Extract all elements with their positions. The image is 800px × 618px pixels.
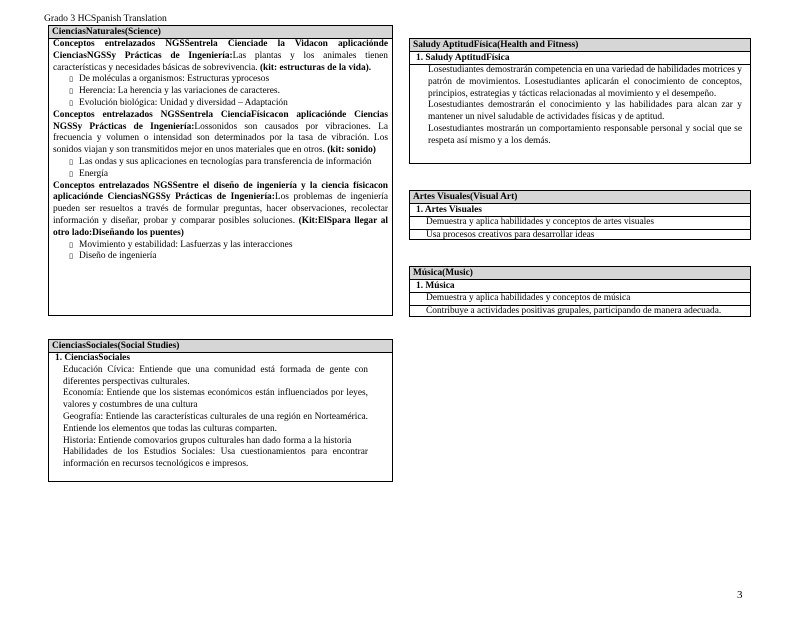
bullet-icon: ▯ [69, 157, 73, 166]
health-section [409, 38, 751, 164]
page-number: 3 [737, 589, 743, 601]
science-bullet-item [53, 251, 388, 263]
science-concept-text: Las plantas y los animales tienen características y necesidades básicas de sobrevivencia. [53, 50, 388, 73]
science-concept-heading: Conceptos entrelazados NGSSentrela CienciaFísicacon aplicaciónde Ciencias NGSSy Prácticas de Ingeniería: [53, 109, 388, 132]
science-bullet-text: Evolución biológica: Unidad y diversidad – Adaptación [79, 97, 288, 108]
social-studies-standard: Habilidades de los Estudios Sociales: Usa cuestionamientos para encontrar información en recursos tecnológicos e impresos. [63, 447, 368, 470]
bullet-icon: ▯ [69, 252, 73, 261]
science-bullet-text: Energía [79, 168, 108, 179]
music-standard: Contribuye a actividades positivas grupales, participando de manera adecuada. [410, 305, 750, 318]
music-header: Música(Music) [410, 266, 750, 280]
music-standard: Demuestra y aplica habilidades y conceptos de música [410, 292, 750, 305]
science-bullet-item [53, 86, 388, 98]
visual-art-header: Artes Visuales(Visual Art) [410, 190, 750, 204]
visual-art-item-title: 1. Artes Visuales [416, 205, 482, 215]
music-section [409, 266, 751, 317]
science-bullet-text: Las ondas y sus aplicaciones en tecnologías para transferencia de información [79, 156, 372, 167]
science-kit-label: (kit: estructuras de la vida). [257, 62, 372, 73]
bullet-icon: ▯ [69, 75, 73, 84]
document-title: Grado 3 HCSpanish Translation [44, 13, 167, 24]
science-kit-label: (kit: sonido) [324, 145, 376, 156]
visual-art-standard: Usa procesos creativos para desarrollar ideas [410, 229, 750, 242]
science-bullet-item [53, 74, 388, 86]
science-bullet-item [53, 98, 388, 110]
science-bullet-text: De moléculas a organismos: Estructuras yprocesos [79, 74, 270, 85]
social-studies-section [48, 339, 393, 482]
science-bullet-text: Herencia: La herencia y las variaciones de caracteres. [79, 86, 280, 97]
social-studies-standard: Educación Cívica: Entiende que una comunidad está formada de gente con diferentes perspectivas culturales. [63, 364, 368, 387]
science-concept-heading: Conceptos entrelazados NGSSentre el diseño de ingeniería y la ciencia físicacon aplicaciónde CienciasNGSSy Prácticas de Ingeniería: [53, 180, 388, 203]
science-concept-text: Los problemas de ingeniería pueden ser resueltos a través de formular preguntas, hacer observaciones, recolectar información y diseñar, probar y comparar posibles soluciones. [53, 192, 388, 226]
bullet-icon: ▯ [69, 240, 73, 249]
science-body [49, 39, 392, 265]
science-header: CienciasNaturales(Science) [49, 25, 392, 39]
visual-art-standard: Demuestra y aplica habilidades y conceptos de artes visuales [410, 216, 750, 229]
science-bullet-item [53, 240, 388, 252]
health-standard: Losestudiantes mostrarán un comportamiento responsable personal y social que se respeta así mismo y a los demás. [428, 123, 742, 146]
science-concept-paragraph [53, 110, 388, 157]
social-studies-standard: Geografía: Entiende las características culturales de una región en Norteamérica. Entiende los elementos que todas las culturas comparten. [63, 411, 368, 434]
social-studies-header: CienciasSociales(Social Studies) [49, 339, 392, 353]
science-concept-text: Lossonidos son causados por vibraciones. La frecuencia y volumen o intensidad son determinados por la tasa de vibración. Los sonidos viajan y son transmitidos mejor en unos materiales que en otros. [53, 121, 388, 156]
health-header: Saludy AptitudFísica(Health and Fitness) [410, 38, 750, 52]
bullet-icon: ▯ [69, 98, 73, 107]
music-item-title: 1. Música [416, 281, 455, 291]
social-studies-standard: Economía: Entiende que los sistemas económicos están influenciados por leyes, valores y costumbres de una cultura [63, 388, 368, 411]
health-standard: Losestudiantes demostrarán el conocimiento y las habilidades para alcan zar y mantener un nivel saludable de actividades físicas y de aptitud. [428, 100, 742, 123]
science-concept-heading: Conceptos entrelazados NGSSentrela Cienciade la Vidacon aplicaciónde CienciasNGSSy Prácticas de Ingeniería: [53, 39, 388, 61]
science-kit-label: (Kit:ElSpara llegar al otro lado:Diseñando los puentes) [53, 215, 388, 238]
science-concept-paragraph [53, 181, 388, 240]
science-bullet-text: Diseño de ingeniería [79, 251, 157, 262]
science-section [48, 25, 393, 316]
health-item-title: 1. Saludy AptitudFísica [410, 52, 750, 65]
science-bullet-item [53, 157, 388, 169]
science-bullet-item [53, 169, 388, 181]
social-studies-item-title: 1. CienciasSociales [55, 353, 130, 363]
bullet-icon: ▯ [69, 169, 73, 178]
bullet-icon: ▯ [69, 87, 73, 96]
health-standard: Losestudiantes demostrarán competencia en una variedad de habilidades motrices y patrón de movimientos. Losestudiantes aplicarán el conocimiento de conceptos, principios, estrategias y tácticas relacionadas al movimiento y el desempeño. [428, 65, 742, 99]
science-concept-paragraph [53, 39, 388, 74]
science-bullet-text: Movimiento y estabilidad: Lasfuerzas y las interacciones [79, 239, 293, 250]
visual-art-section [409, 190, 751, 240]
social-studies-standard: Historia: Entiende comovarios grupos culturales han dado forma a la historia [63, 435, 352, 446]
